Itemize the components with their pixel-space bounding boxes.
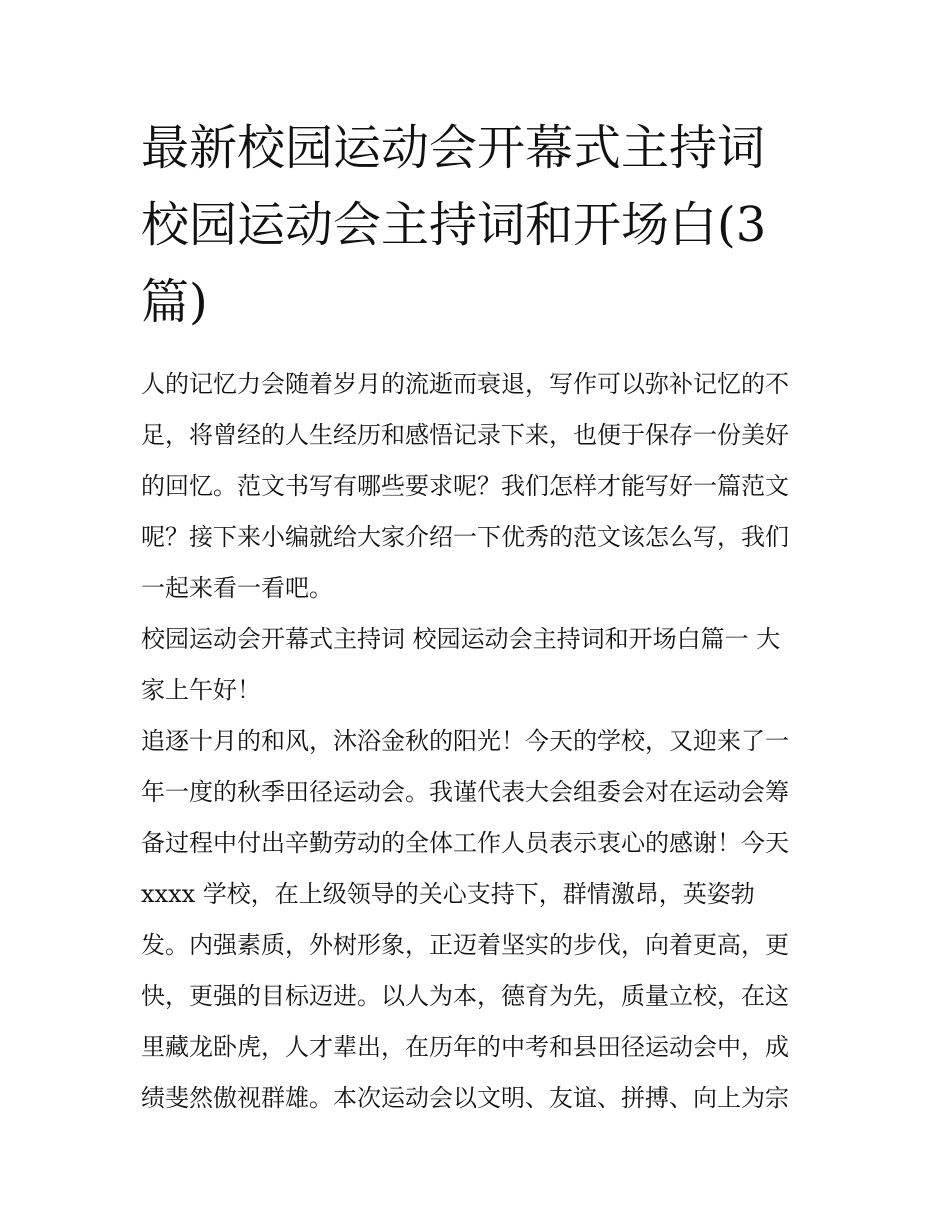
text-line: 家上午好！: [141, 676, 261, 704]
text-line: 呢？接下来小编就给大家介绍一下优秀的范文该怎么写，我们: [141, 523, 789, 551]
text-line: 追逐十月的和风，沐浴金秋的阳光！今天的学校，又迎来了一: [141, 727, 789, 755]
text-line: xxxx 学校，在上级领导的关心支持下，群情激昂，英姿勃: [141, 880, 755, 908]
title-line: 篇): [141, 274, 208, 330]
document-page: [141, 110, 813, 1124]
text-line: 的回忆。范文书写有哪些要求呢？我们怎样才能写好一篇范文: [141, 472, 789, 500]
text-line: 快，更强的目标迈进。以人为本，德育为先，质量立校，在这: [141, 982, 789, 1010]
text-line: 绩斐然傲视群雄。本次运动会以文明、友谊、拼搏、向上为宗: [141, 1084, 789, 1112]
text-line: 人的记忆力会随着岁月的流逝而衰退，写作可以弥补记忆的不: [141, 370, 789, 398]
text-line: 发。内强素质，外树形象，正迈着坚实的步伐，向着更高，更: [141, 931, 789, 959]
title-line: 校园运动会主持词和开场白(3: [141, 197, 767, 253]
speech-paragraph: [141, 716, 813, 1124]
text-line: 校园运动会开幕式主持词 校园运动会主持词和开场白篇一 大: [141, 625, 781, 653]
document-body: [141, 359, 813, 1124]
section-heading-paragraph: [141, 614, 813, 716]
text-line: 里藏龙卧虎，人才辈出，在历年的中考和县田径运动会中，成: [141, 1033, 789, 1061]
text-line: 备过程中付出辛勤劳动的全体工作人员表示衷心的感谢！今天: [141, 829, 789, 857]
intro-paragraph: [141, 359, 813, 614]
text-line: 足，将曾经的人生经历和感悟记录下来，也便于保存一份美好: [141, 421, 789, 449]
text-line: 年一度的秋季田径运动会。我谨代表大会组委会对在运动会筹: [141, 778, 789, 806]
document-title: [141, 110, 813, 341]
text-line: 一起来看一看吧。: [141, 574, 333, 602]
title-line: 最新校园运动会开幕式主持词: [141, 120, 766, 176]
